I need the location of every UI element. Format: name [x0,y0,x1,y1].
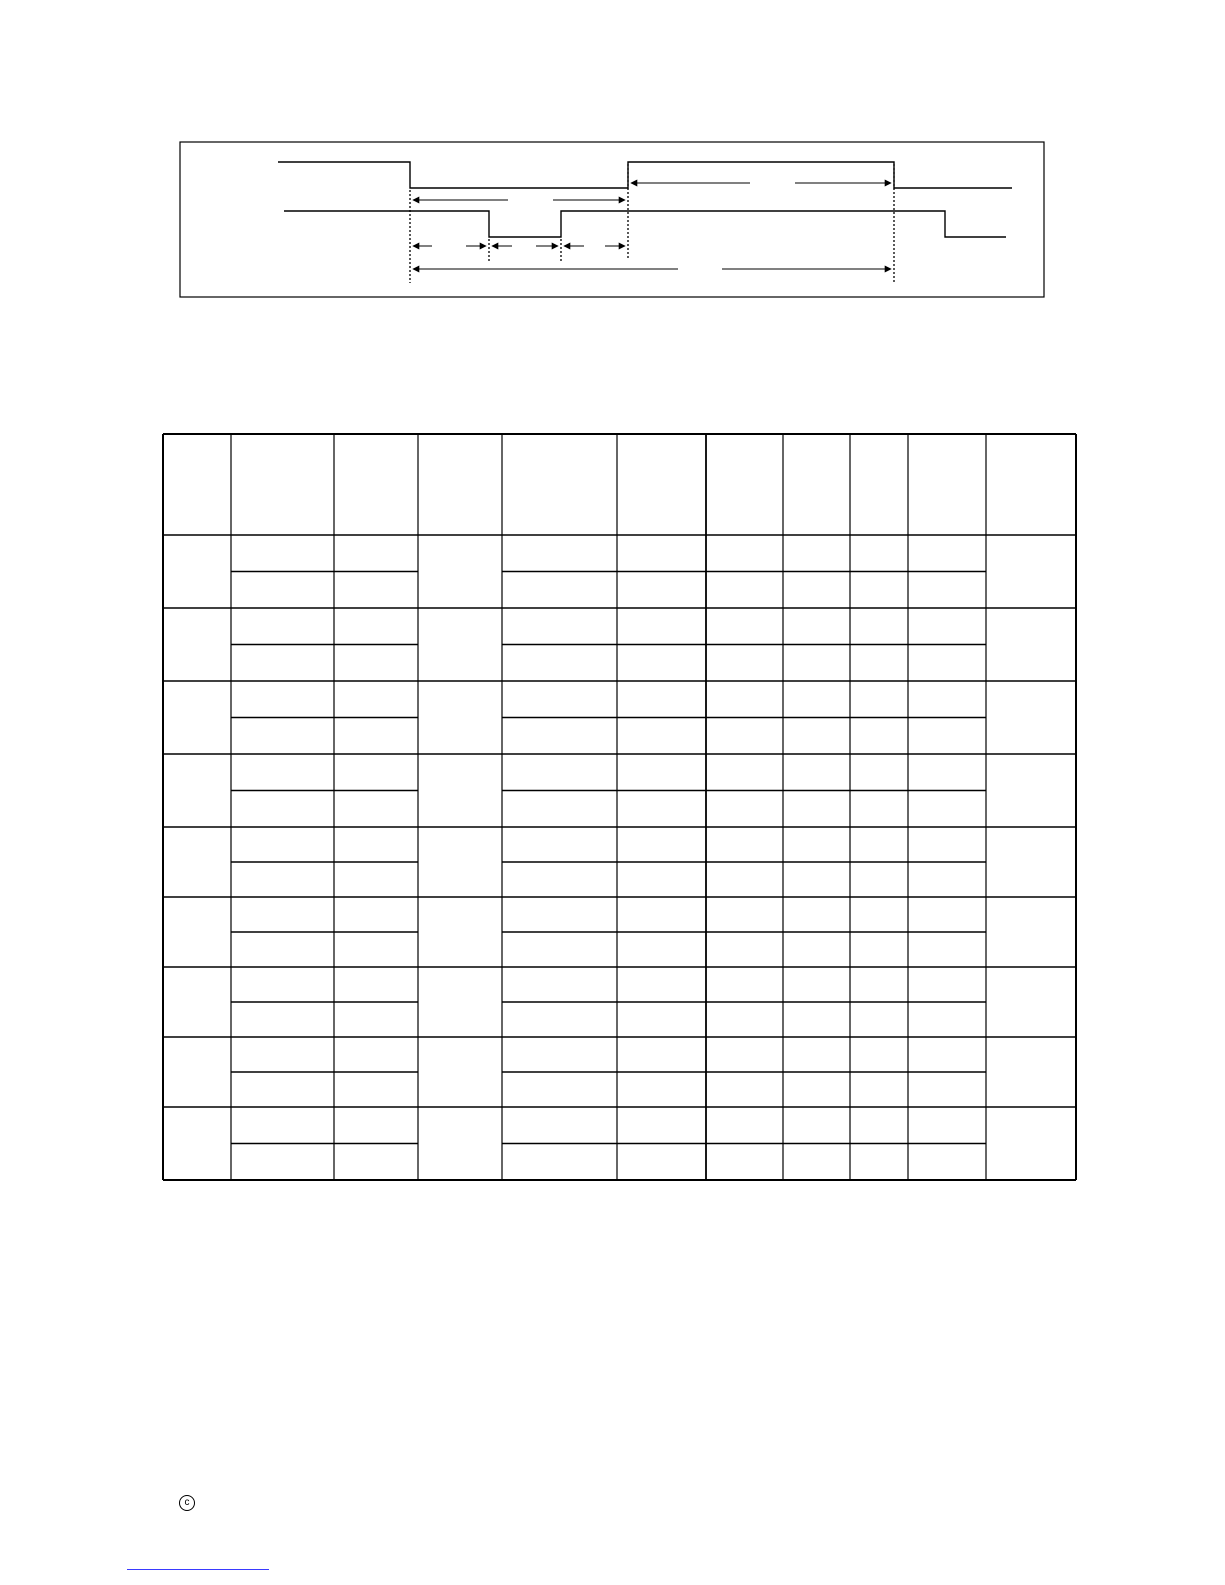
copyright-icon [179,1495,195,1511]
table-grid [163,434,1076,1180]
footer-link[interactable] [127,1569,269,1570]
copyright-symbol: c [184,1497,190,1508]
